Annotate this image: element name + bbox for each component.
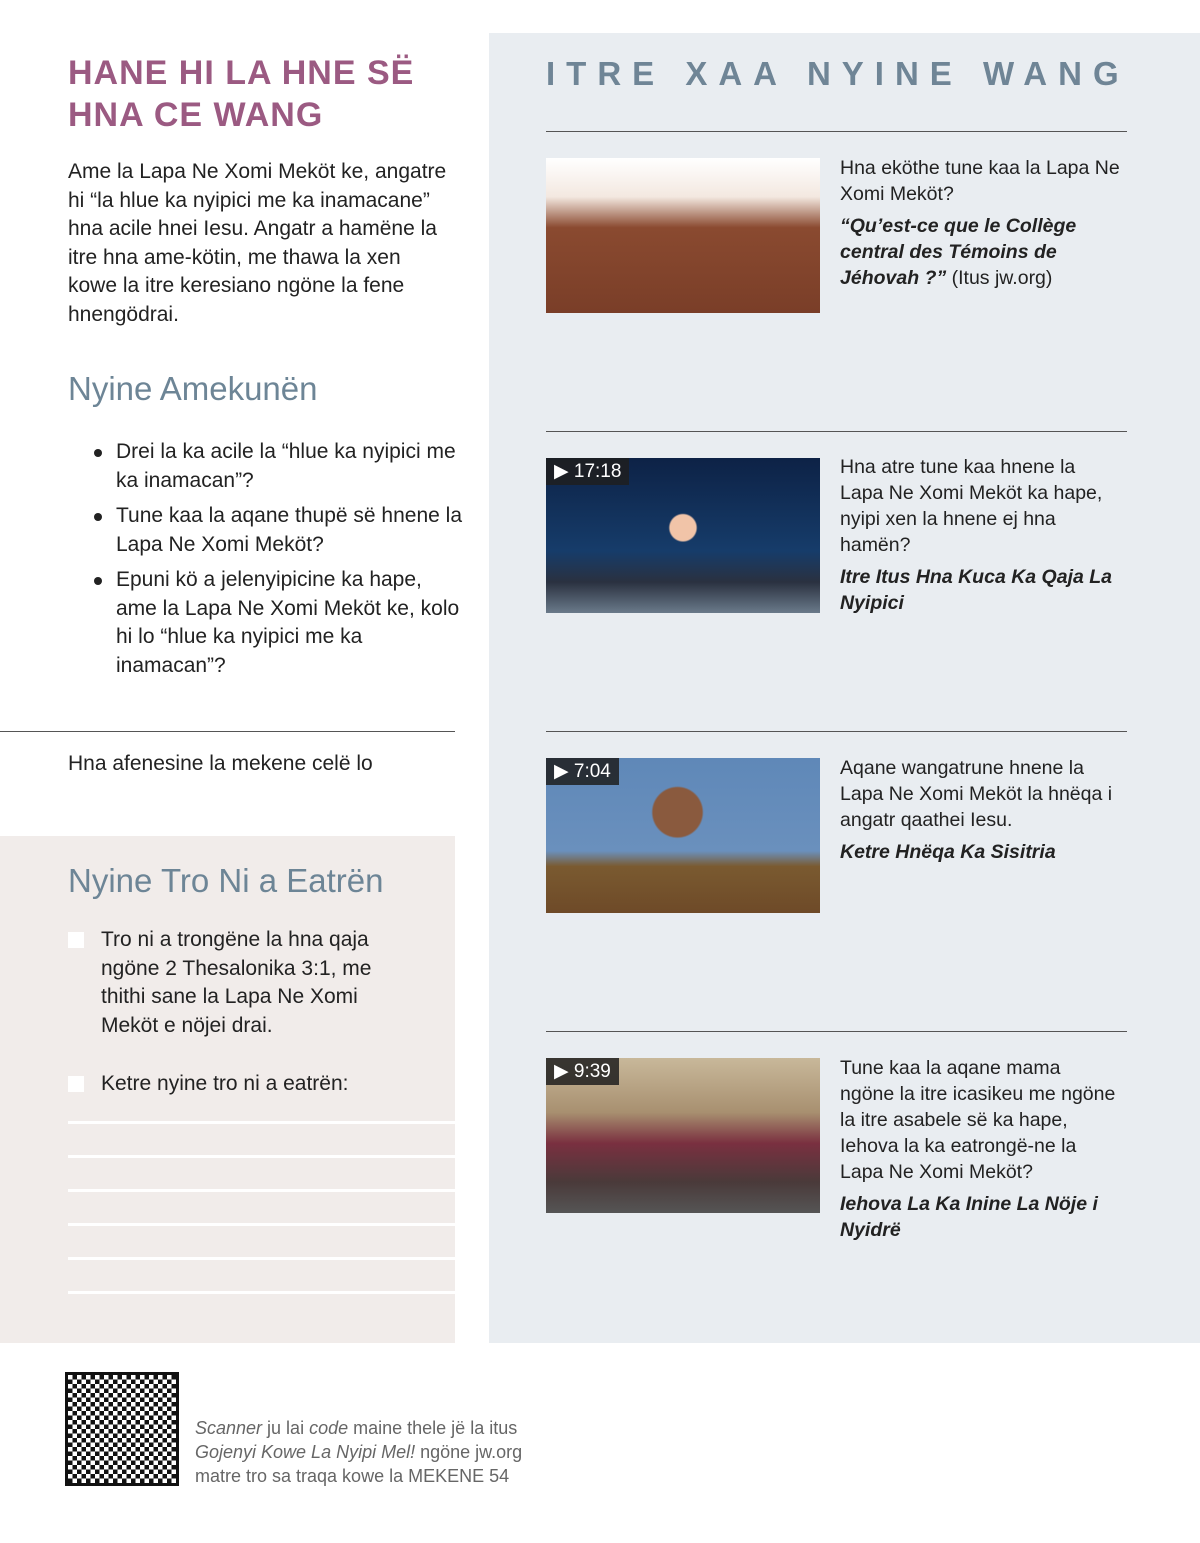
goals-box [0,836,455,1343]
resource-video [840,1055,1120,1243]
footer-code: code [309,1418,349,1438]
resources-heading: ITRE XAA NYINE WANG [546,55,1130,92]
resource-question: Hna eköthe tune kaa la Lapa Ne Xomi Meköt? [840,157,1120,205]
divider [0,731,455,732]
footer-part: matre tro sa traqa kowe la MEKENE 54 [195,1466,510,1486]
writing-line[interactable] [68,1155,455,1158]
goal-text: Ketre nyine tro ni a eatrën: [101,1072,349,1095]
review-heading: Nyine Amekunën [68,370,318,407]
resource-link[interactable]: “Qu’est-ce que le Collège central des Témoins de Jéhovah ?” [840,215,1077,289]
resource-question: Tune kaa la aqane mama ngöne la itre icasikeu me ngöne la itre asabele së ka hape, Iehova la ka eatrongë-ne la Lapa Ne Xomi Meköt? [840,1057,1116,1183]
divider [546,731,1127,732]
resource-video [840,454,1120,616]
resource-link[interactable]: Itre Itus Hna Kuca Ka Qaja La Nyipici [840,566,1113,614]
review-item: Tune kaa la aqane thupë së hnene la Lapa Ne Xomi Meköt? [92,502,462,559]
video-duration: ▶ 17:18 [546,458,629,485]
footer-scan: Scanner [195,1418,263,1438]
review-item: Epuni kö a jelenyipicine ka hape, ame la Lapa Ne Xomi Meköt ke, kolo hi lo “hlue ka nyipici me ka inamacan”? [92,566,462,680]
video-duration: ▶ 7:04 [546,758,619,785]
review-item: Drei la ka acile la “hlue ka nyipici me ka inamacan”? [92,438,462,495]
lesson-title: HANE HI LA HNE SË HNA CE WANG [68,54,415,134]
resource-question: Aqane wangatrune hnene la Lapa Ne Xomi Meköt la hnëqa i angatr qaathei Iesu. [840,757,1113,831]
video-thumbnail[interactable] [546,458,820,613]
resource-article [840,155,1120,291]
writing-line[interactable] [68,1223,455,1226]
footer-part: ju lai [262,1418,310,1438]
divider [546,131,1127,132]
video-duration: ▶ 9:39 [546,1058,619,1085]
governing-body-image[interactable] [546,158,820,313]
goal-checkbox[interactable] [68,1076,84,1092]
divider [546,1031,1127,1032]
qr-code[interactable] [68,1375,176,1483]
resource-video [840,755,1120,865]
review-list [92,438,462,687]
goal-text: Tro ni a trongëne la hna qaja ngöne 2 Thesalonika 3:1, me thithi sane la Lapa Ne Xomi Meköt e nöjei drai. [101,928,372,1037]
divider [546,431,1127,432]
writing-line[interactable] [68,1257,455,1260]
date-label: Hna afenesine la mekene celë lo [68,752,373,775]
intro-text: Ame la Lapa Ne Xomi Meköt ke, angatre hi “la hlue ka nyipici me ka inamacane” hna acile hnei Iesu. Angatr a hamëne la itre hna ame-kötin, me thawa la xen kowe la itre keresiano ngöne la fene hnengödrai. [68,160,447,326]
footer-part: maine thele jë la itus [348,1418,518,1438]
footer-text [195,1416,522,1488]
resource-link[interactable]: Iehova La Ka Inine La Nöje i Nyidrë [840,1193,1098,1241]
goals-heading: Nyine Tro Ni a Eatrën [68,862,384,899]
goal-checkbox[interactable] [68,932,84,948]
writing-line[interactable] [68,1121,455,1124]
footer-book: Gojenyi Kowe La Nyipi Mel! [195,1442,416,1462]
writing-line[interactable] [68,1189,455,1192]
resource-question: Hna atre tune kaa hnene la Lapa Ne Xomi Meköt ka hape, nyipi xen la hnene ej hna hamën? [840,456,1103,556]
footer-part: ngöne jw.org [415,1442,523,1462]
writing-line[interactable] [68,1291,455,1294]
video-thumbnail[interactable] [546,1058,820,1213]
video-thumbnail[interactable] [546,758,820,913]
source-note: (Itus jw.org) [946,267,1053,289]
resource-link[interactable]: Ketre Hnëqa Ka Sisitria [840,841,1056,863]
